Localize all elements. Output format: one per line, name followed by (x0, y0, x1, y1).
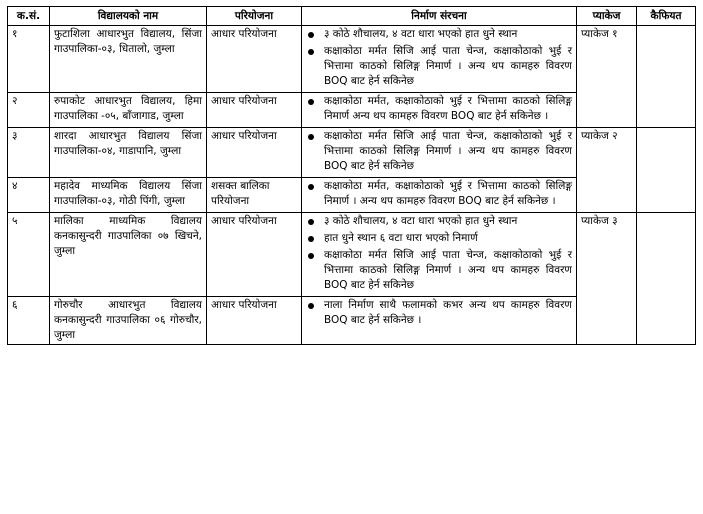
header-school: विद्यालयको नाम (50, 7, 207, 26)
cell-project: आधार परियोजना (207, 297, 302, 345)
cell-works (302, 213, 577, 297)
cell-sn: १ (8, 26, 50, 93)
header-package: प्याकेज (577, 7, 637, 26)
cell-school: गोरुचौर आधारभुत विद्यालय कनकासुन्दरी गाउपालिका ०६ गोरुचौर, जुम्ला (50, 297, 207, 345)
header-sn: क.सं. (8, 7, 50, 26)
cell-school: फुटाशिला आधारभुत विद्यालय, सिंजा गाउपालिका-०३, धितालो, जुम्ला (50, 26, 207, 93)
list-item: कक्षाकोठा मर्मत सिजि आई पाता चेन्ज, कक्षाकोठाको भुई र भित्तामा काठको सिलिङ्ग निमार्ण । अन्य थप कामहरु विवरण BOQ बाट हेर्न सकिनेछ (306, 248, 572, 293)
list-item: कक्षाकोठा मर्मत सिजि आई पाता चेन्ज, कक्षाकोठाको भुई र भित्तामा काठको सिलिङ्ग निमार्ण । अन्य थप कामहरु विवरण BOQ बाट हेर्न सकिनेछ (306, 129, 572, 174)
cell-remarks (637, 128, 696, 213)
list-item: नाला निर्माण साथै फलामको कभर अन्य थप कामहरु विवरण BOQ बाट हेर्न सकिनेछ । (306, 298, 572, 328)
header-remarks: कैफियत (637, 7, 696, 26)
list-item: हात धुने स्थान ६ वटा धारा भएको निमार्ण (306, 231, 572, 246)
table-row (8, 128, 696, 178)
list-item: कक्षाकोठा मर्मत सिजि आई पाता चेन्ज, कक्षाकोठाको भुई र भित्तामा काठको सिलिङ्ग निमार्ण । अन्य थप कामहरु विवरण BOQ बाट हेर्न सकिनेछ (306, 44, 572, 89)
cell-school: महादेव माध्यमिक विद्यालय सिंजा गाउपालिका-०३, गोठी पिंगी, जुम्ला (50, 178, 207, 213)
cell-sn: २ (8, 93, 50, 128)
cell-project: आधार परियोजना (207, 26, 302, 93)
cell-project: आधार परियोजना (207, 128, 302, 178)
table-row (8, 26, 696, 93)
cell-works (302, 93, 577, 128)
cell-sn: ६ (8, 297, 50, 345)
list-item: ३ कोठे शौचालय, ४ वटा धारा भएको हात धुने स्थान (306, 214, 572, 229)
cell-remarks (637, 26, 696, 128)
list-item: कक्षाकोठा मर्मत, कक्षाकोठाको भुई र भित्तामा काठको सिलिङ्ग निमार्ण । अन्य थप कामहरु विवरण BOQ बाट हेर्न सकिनेछ । (306, 179, 572, 209)
cell-project: शसक्त बालिका परियोजना (207, 178, 302, 213)
cell-project: आधार परियोजना (207, 213, 302, 297)
cell-project: आधार परियोजना (207, 93, 302, 128)
cell-sn: ५ (8, 213, 50, 297)
construction-packages-table (7, 6, 696, 345)
list-item: ३ कोठे शौचालय, ४ वटा धारा भएको हात धुने स्थान (306, 27, 572, 42)
table-header-row (8, 7, 696, 26)
header-project: परियोजना (207, 7, 302, 26)
cell-works (302, 128, 577, 178)
cell-school: रुपाकोट आधारभुत विद्यालय, हिमा गाउपालिका -०५, बाँजागाड, जुम्ला (50, 93, 207, 128)
list-item: कक्षाकोठा मर्मत, कक्षाकोठाको भुई र भित्तामा काठको सिलिङ्ग निमार्ण अन्य थप कामहरु विवरण BOQ बाट हेर्न सकिनेछ । (306, 94, 572, 124)
cell-works (302, 178, 577, 213)
table-row (8, 213, 696, 297)
cell-works (302, 26, 577, 93)
cell-sn: ३ (8, 128, 50, 178)
cell-works (302, 297, 577, 345)
cell-remarks (637, 213, 696, 345)
header-works: निर्माण संरचना (302, 7, 577, 26)
cell-school: शारदा आधारभुत विद्यालय सिंजा गाउपालिका-०४, गाडापानि, जुम्ला (50, 128, 207, 178)
cell-package: प्याकेज २ (577, 128, 637, 213)
cell-package: प्याकेज ३ (577, 213, 637, 345)
cell-sn: ४ (8, 178, 50, 213)
cell-school: मालिका माध्यमिक विद्यालय कनकासुन्दरी गाउपालिका ०७ खिचने, जुम्ला (50, 213, 207, 297)
cell-package: प्याकेज १ (577, 26, 637, 128)
